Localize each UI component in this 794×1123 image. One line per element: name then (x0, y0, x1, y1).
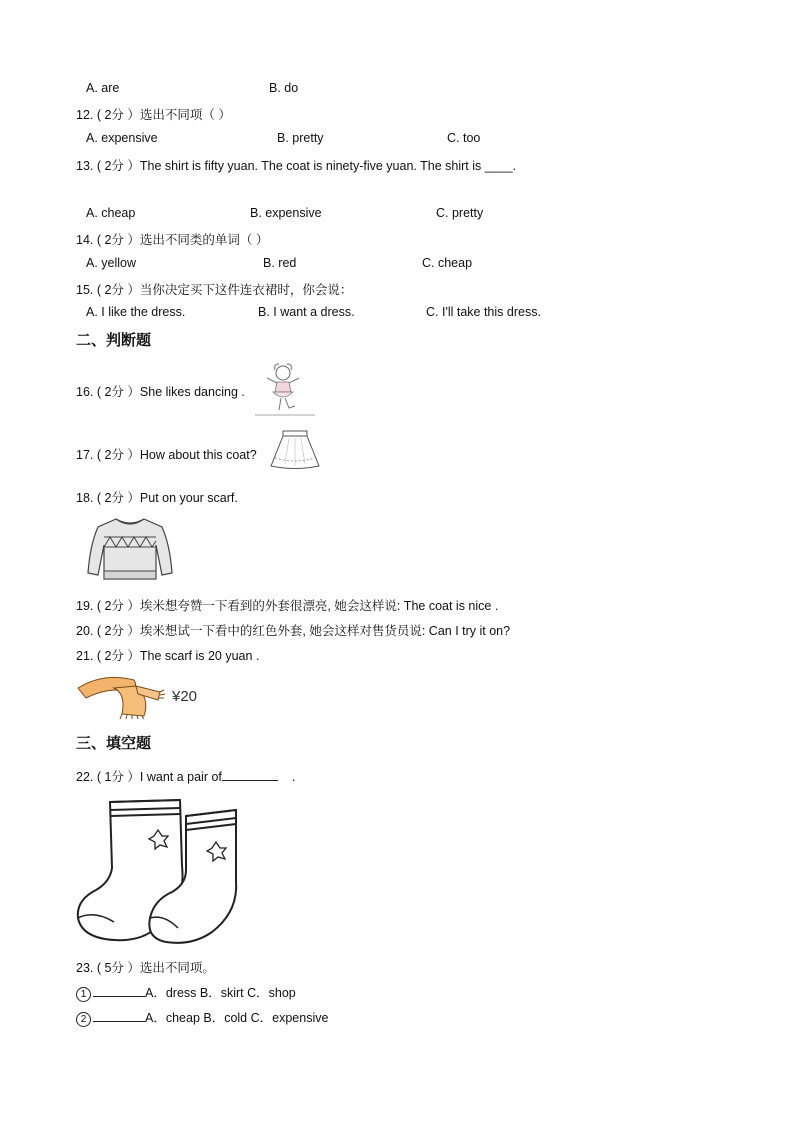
q23-item-2-options: A．cheap B．cold C．expensive (145, 1011, 329, 1025)
q23-item-1-options: A．dress B．skirt C．shop (145, 986, 296, 1000)
section-title-fill-blank: 三、填空题 (76, 734, 152, 752)
q19-stem: 19. ( 2分 ）埃米想夸赞一下看到的外套很漂亮, 她会这样说: The coat is nice . (76, 599, 499, 613)
q11-option-b: B. do (269, 81, 299, 95)
q12-stem: 12. ( 2分 ）选出不同项（ ） (76, 108, 231, 122)
q15-option-b: B. I want a dress. (258, 305, 355, 319)
q12-option-a: A. expensive (86, 131, 158, 145)
q13-stem: 13. ( 2分 ）The shirt is fifty yuan. The coat is ninety-five yuan. The shirt is ____. (76, 159, 517, 173)
q21-stem: 21. ( 2分 ）The scarf is 20 yuan . (76, 649, 260, 663)
scarf-icon (74, 672, 170, 720)
q23-item-2-answer-blank[interactable] (93, 1009, 145, 1022)
q14-option-c: C. cheap (422, 256, 473, 270)
item-number: 1 (76, 987, 91, 1002)
q23-item-2 (76, 1008, 328, 1027)
q23-stem: 23. ( 5分 ）选出不同项。 (76, 961, 215, 975)
item-number: 2 (76, 1012, 91, 1027)
q14-option-b: B. red (263, 256, 297, 270)
q18-stem: 18. ( 2分 ）Put on your scarf. (76, 491, 238, 505)
q13-option-a: A. cheap (86, 206, 136, 220)
q22-answer-blank[interactable] (222, 768, 278, 781)
q14-option-a: A. yellow (86, 256, 137, 270)
q22-stem (76, 767, 295, 785)
q13-option-b: B. expensive (250, 206, 322, 220)
socks-icon (74, 796, 242, 946)
q13-option-c: C. pretty (436, 206, 484, 220)
dancing-girl-icon (253, 360, 317, 418)
q12-option-b: B. pretty (277, 131, 324, 145)
q12-option-c: C. too (447, 131, 481, 145)
q23-item-1 (76, 983, 296, 1002)
q14-stem: 14. ( 2分 ）选出不同类的单词（ ） (76, 233, 269, 247)
q15-option-a: A. I like the dress. (86, 305, 186, 319)
q20-stem: 20. ( 2分 ）埃米想试一下看中的红色外套, 她会这样对售货员说: Can I try it on? (76, 624, 511, 638)
sweater-icon (86, 515, 174, 583)
q15-stem: 15. ( 2分 ）当你决定买下这件连衣裙时，你会说： (76, 283, 353, 297)
q11-option-a: A. are (86, 81, 120, 95)
q15-option-c: C. I'll take this dress. (426, 305, 541, 319)
section-title-true-false: 二、判断题 (76, 331, 152, 349)
q23-item-1-answer-blank[interactable] (93, 984, 145, 997)
q22-prefix: 22. ( 1分 ）I want a pair of (76, 770, 222, 784)
skirt-icon (267, 428, 323, 472)
q22-suffix: . (291, 770, 296, 784)
q17-stem: 17. ( 2分 ）How about this coat? (76, 448, 257, 462)
price-label: ¥20 (172, 688, 198, 705)
q16-stem: 16. ( 2分 ）She likes dancing . (76, 385, 245, 399)
